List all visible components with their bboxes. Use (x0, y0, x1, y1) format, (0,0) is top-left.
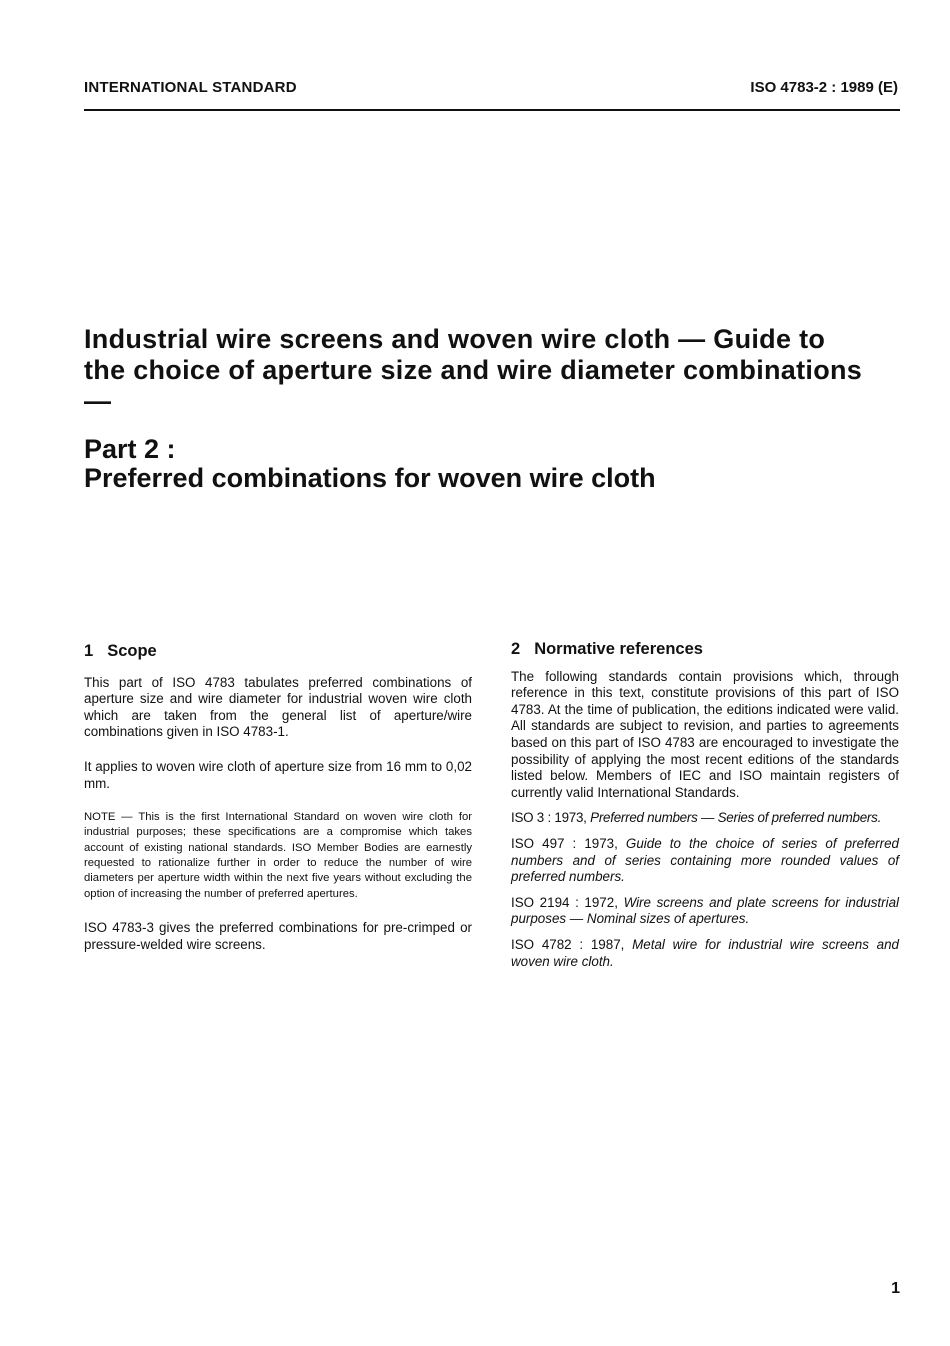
scope-column (84, 643, 472, 971)
normative-references-column (511, 641, 899, 979)
reference-code: ISO 4782 : 1987, (511, 936, 625, 952)
reference-code: ISO 2194 : 1972, (511, 894, 618, 910)
document-type-label: INTERNATIONAL STANDARD (84, 79, 297, 96)
scope-paragraph: ISO 4783-3 gives the preferred combinations for pre-crimped or pressure-welded wire screens. (84, 919, 472, 952)
reference-item (511, 810, 899, 827)
reference-title: Wire screens and plate screens for industrial purposes — Nominal sizes of apertures. (511, 894, 900, 927)
section-number: 2 (511, 640, 521, 658)
document-title: Industrial wire screens and woven wire cloth — Guide to the choice of aperture size and wire diameter combinations — (84, 324, 863, 416)
reference-code: ISO 3 : 1973, (511, 810, 587, 826)
reference-code: ISO 497 : 1973, (511, 835, 618, 851)
reference-item (511, 895, 899, 928)
standard-number: ISO 4783-2 : 1989 (E) (750, 79, 898, 96)
part-label: Part 2 : (84, 434, 176, 464)
scope-heading (84, 643, 472, 660)
reference-item (511, 937, 899, 970)
section-number: 1 (84, 642, 94, 660)
reference-title: Guide to the choice of series of preferred numbers and of series containing more rounded values of preferred numbers. (511, 835, 899, 885)
normative-intro: The following standards contain provisions which, through reference in this text, constitute provisions of this part of ISO 4783. At the time of publication, the editions indicated were valid. All standards are subject to revision, and parties to agreements based on this part of ISO 4783 are encouraged to investigate the possibility of applying the most recent editions of the standards listed below. Members of IEC and ISO maintain registers of currently valid International Standards. (511, 668, 899, 800)
reference-item (511, 836, 899, 886)
section-title: Normative references (534, 640, 703, 658)
reference-title: Preferred numbers — Series of preferred numbers. (590, 810, 882, 826)
page-number: 1 (891, 1280, 900, 1297)
reference-title: Metal wire for industrial wire screens and woven wire cloth. (511, 936, 899, 969)
scope-paragraph: This part of ISO 4783 tabulates preferred combinations of aperture size and wire diameter for industrial woven wire cloth which are taken from the general list of aperture/wire combinations given in ISO 4783-1. (84, 674, 472, 740)
scope-paragraph: It applies to woven wire cloth of aperture size from 16 mm to 0,02 mm. (84, 758, 472, 791)
scope-note: NOTE — This is the first International Standard on woven wire cloth for industrial purposes; these specifications are a compromise which takes account of existing national standards. ISO Member Bodies are earnestly requested to rationalize further in order to reduce the number of wire diameters per aperture width within the next five years without excluding the option of increasing the number of preferred apertures. (84, 811, 472, 900)
normative-references-heading (511, 641, 899, 658)
part-subtitle: Preferred combinations for woven wire cloth (84, 463, 656, 493)
section-title: Scope (107, 642, 157, 660)
header-divider (84, 109, 900, 111)
